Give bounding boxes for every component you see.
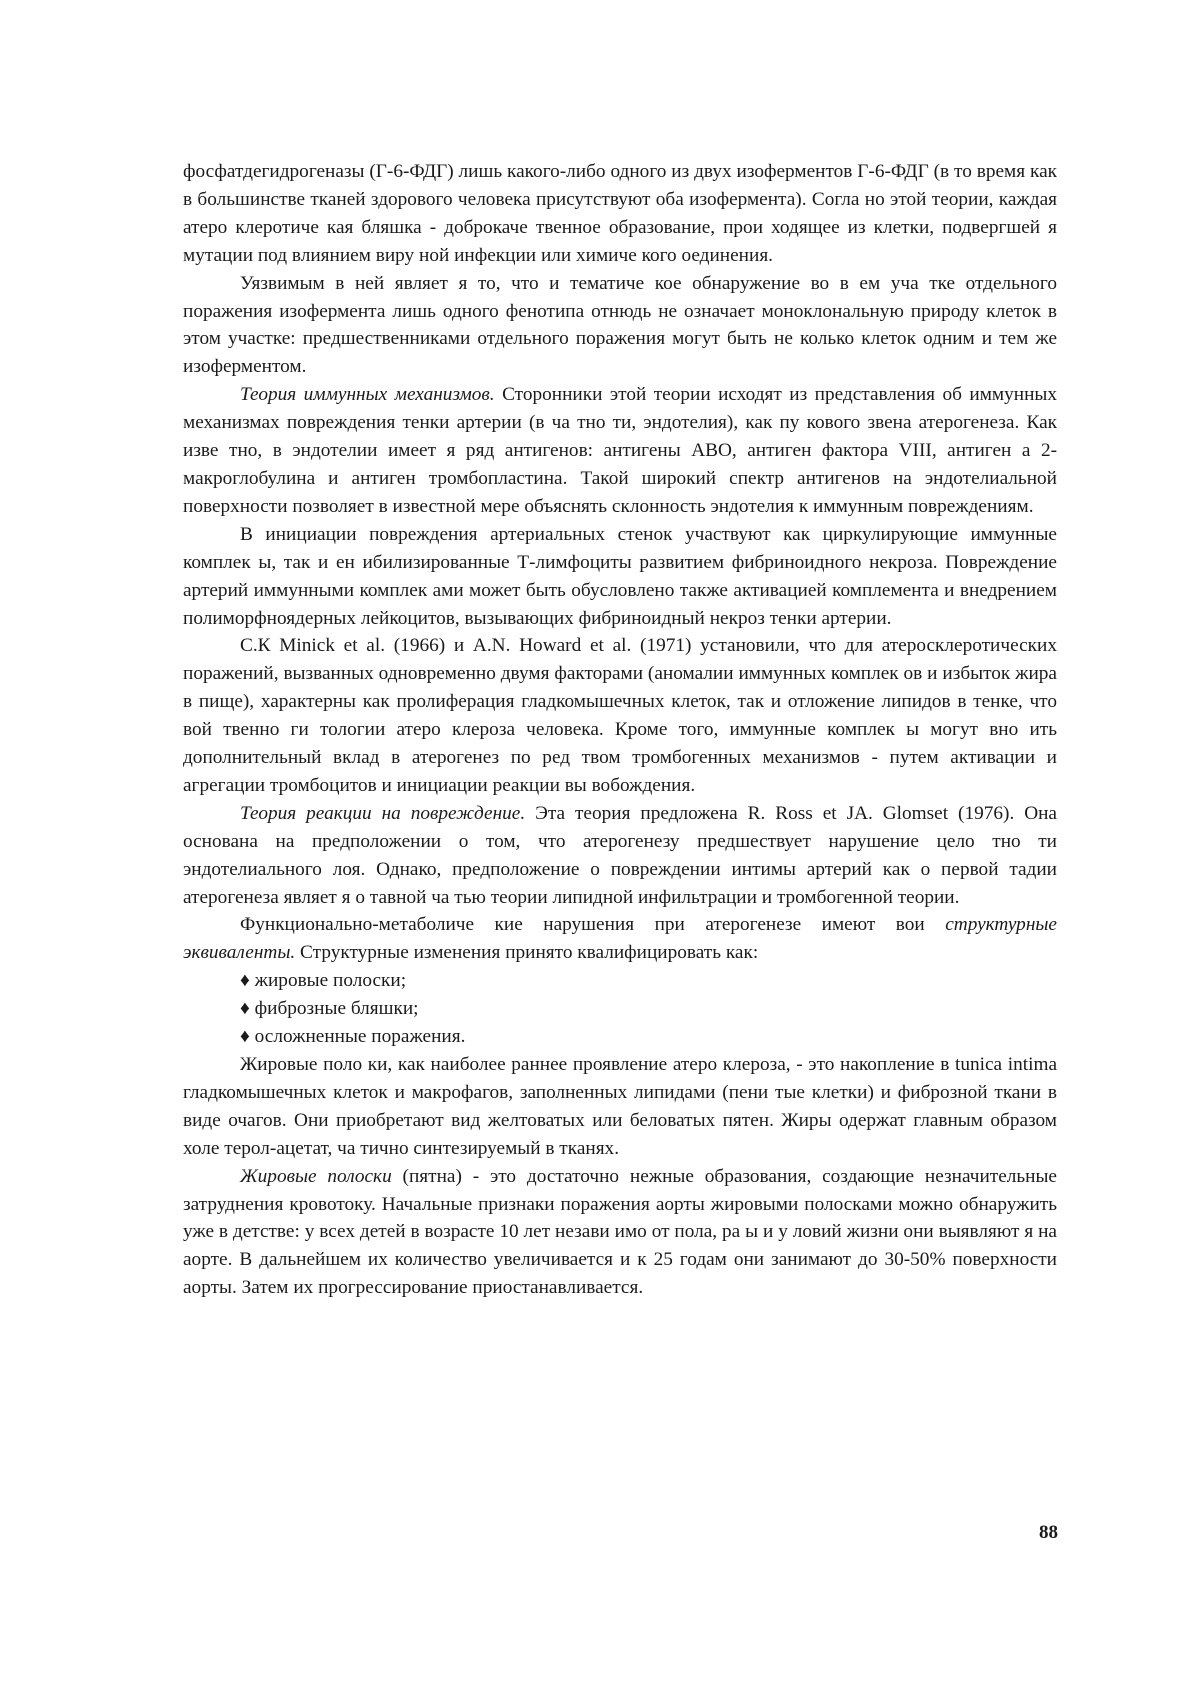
page-number: 88 bbox=[1039, 1522, 1058, 1543]
paragraph: Жировые поло ки, как наиболее раннее проявление атеро клероза, - это накопление в tunica intima гладкомышечных клеток и макрофагов, заполненных липидами (пени тые клетки) и фиброзной ткани в виде очагов. Они приобретают вид желтоватых или беловатых пятен. Жиры одержат главным образом холе терол-ацетат, ча тично синтезируемый в тканях. bbox=[183, 1054, 1057, 1159]
paragraph: фосфатдегидрогеназы (Г-6-ФДГ) лишь какого-либо одного из двух изоферментов Г-6-ФДГ (в то время как в большинстве тканей здорового человека присутствуют оба изофермента). Согла но этой теории, каждая атеро клеротиче кая бляшка - доброкаче твенное образование, прои ходящее из клетки, подвергшей я мутации под влиянием виру ной инфекции или химиче кого оединения. bbox=[183, 161, 1057, 266]
list-item: ♦ жировые полоски; bbox=[240, 970, 407, 992]
paragraph: Теория иммунных механизмов. Сторонники этой теории исходят из представления об иммунных механизмах повреждения тенки артерии (в ча тно ти, эндотелия), как пу кового звена атерогенеза. Как изве тно, в эндотелии имеет я ряд антигенов: антигены АВО, антиген фактора VIII, антиген а 2-макроглобулина и антиген тромбопластина. Такой широкий спектр антигенов на эндотелиальной поверхности позволяет в известной мере объяснять склонность эндотелия к иммунным повреждениям. bbox=[183, 384, 1057, 517]
section-lead: Теория реакции на повреждение. bbox=[240, 802, 526, 824]
body-text bbox=[183, 158, 1057, 1302]
list-item: ♦ осложненные поражения. bbox=[240, 1026, 466, 1048]
paragraph: Теория реакции на повреждение. Эта теория предложена R. Ross et JA. Glomset (1976). Она основана на предположении о том, что атерогенезу предшествует нарушение цело тно ти эндотелиального лоя. Однако, предположение о повреждении интимы артерий как о первой тадии атерогенеза являет я о тавной ча тью теории липидной инфильтрации и тромбогенной теории. bbox=[183, 802, 1057, 908]
paragraph: Уязвимым в ней являет я то, что и тематиче кое обнаружение во в ем уча тке отдельного поражения изофермента лишь одного фенотипа отнюдь не означает моноклональную природу клеток в этом участке: предшественниками отдельного поражения могут быть не колько клеток одним и тем же изоферментом. bbox=[183, 272, 1057, 378]
section-lead: Жировые полоски bbox=[240, 1165, 392, 1187]
paragraph: В инициации повреждения артериальных стенок участвуют как циркулирующие иммунные комплек ы, так и ен ибилизированные Т-лимфоциты развитием фибриноидного некроза. Повреждение артерий иммунными комплек ами может быть обусловлено также активацией комплемента и внедрением полиморфноядерных лейкоцитов, вызывающих фибриноидный некроз тенки артерии. bbox=[183, 523, 1057, 629]
section-lead: Теория иммунных механизмов. bbox=[240, 384, 495, 406]
list-item: ♦ фиброзные бляшки; bbox=[240, 998, 419, 1020]
paragraph: Функционально-метаболиче кие нарушения при атерогенезе имеют вои структурные эквиваленты. Структурные изменения принято квалифицировать как: bbox=[183, 914, 1057, 964]
paragraph: С.К Minick et al. (1966) и A.N. Howard et al. (1971) установили, что для атеросклеротических поражений, вызванных одновременно двумя факторами (аномалии иммунных комплек ов и избыток жира в пище), характерны как пролиферация гладкомышечных клеток, так и отложение липидов в тенке, что вой твенно ги тологии атеро клероза человека. Кроме того, иммунные комплек ы могут вно ить дополнительный вклад в атерогенез по ред твом тромбогенных механизмов - путем активации и агрегации тромбоцитов и инициации реакции вы вобождения. bbox=[183, 635, 1057, 796]
paragraph: Жировые полоски (пятна) - это достаточно нежные образования, создающие незначительные затруднения кровотоку. Начальные признаки поражения аорты жировыми полосками можно обнаружить уже в детстве: у всех детей в возрасте 10 лет незави имо от пола, ра ы и у ловий жизни они выявляют я на аорте. В дальнейшем их количество увеличивается и к 25 годам они занимают до 30-50% поверхности аорты. Затем их прогрессирование приостанавливается. bbox=[183, 1165, 1057, 1299]
emphasis: структурные эквиваленты. bbox=[183, 914, 1057, 964]
